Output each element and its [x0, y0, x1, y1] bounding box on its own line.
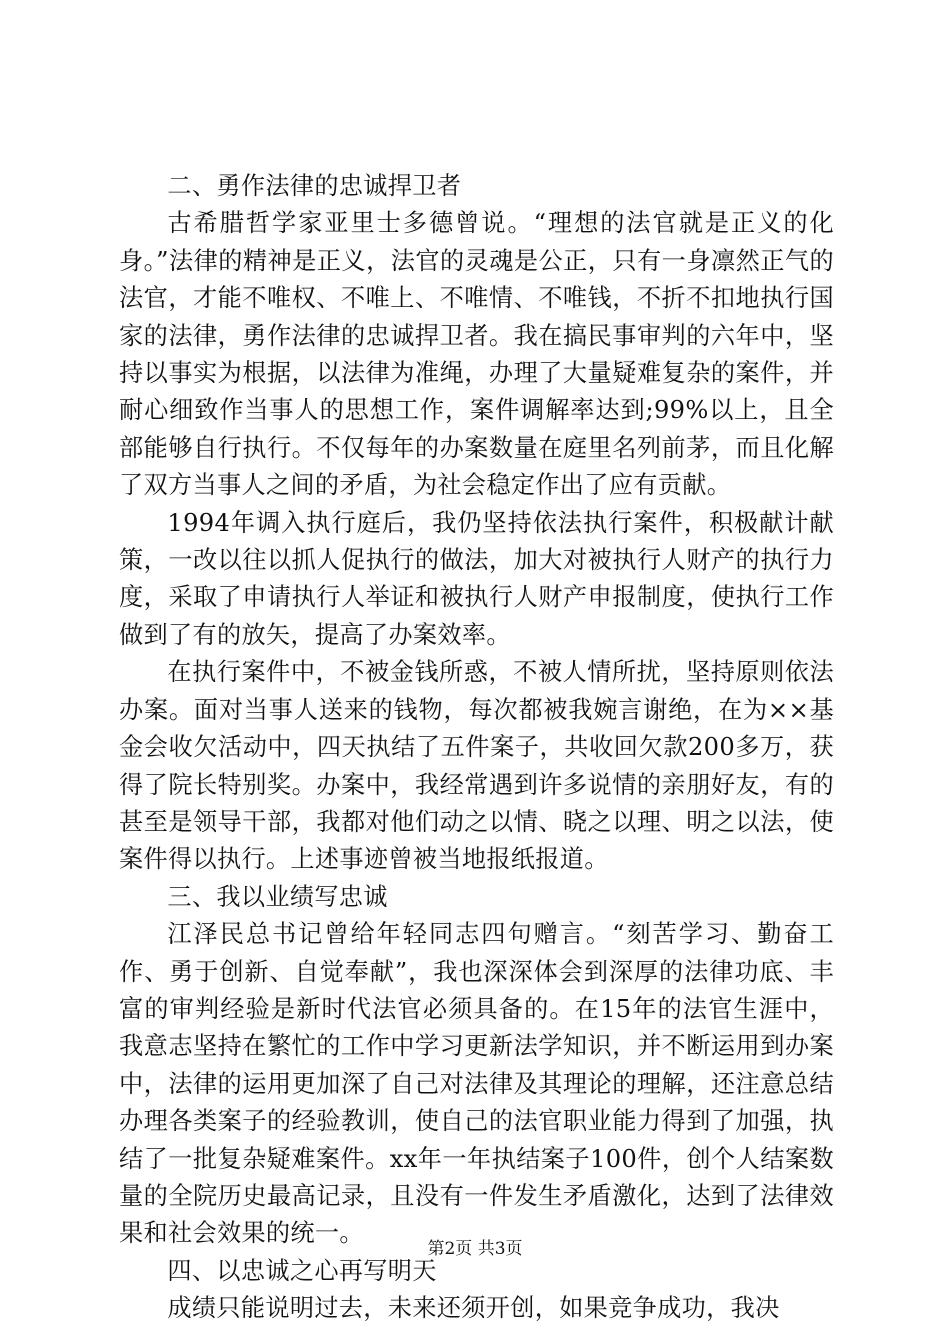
paragraph-achievements: 江泽民总书记曾给年轻同志四句赠言。“刻苦学习、勤奋工作、勇于创新、自觉奉献”，我也深深体会到深厚的法律功底、丰富的审判经验是新时代法官必须具备的。在15年的法官生涯中，我意志坚持在繁忙的工作中学习更新法学知识，并不断运用到办案中，法律的运用更加深了自己对法律及其理论的理解，还注意总结办理各类案子的经验教训，使自己的法官职业能力得到了加强，执结了一批复杂疑难案件。xx年一年执结案子100件，创个人结案数量的全院历史最高记录，且没有一件发生矛盾激化，达到了法律效果和社会效果的统一。 — [119, 920, 834, 1248]
paragraph-future: 成绩只能说明过去，未来还须开创，如果竞争成功，我决 — [167, 1294, 780, 1323]
paragraph-execution-court: 1994年调入执行庭后，我仍坚持依法执行案件，积极献计献策，一改以往以抓人促执行的做法，加大对被执行人财产的执行力度，采取了申请执行人举证和被执行人财产申报制度，使执行工作做到了有的放矢，提高了办案效率。 — [119, 508, 834, 649]
page-number-footer: 第2页 共3页 — [427, 1239, 523, 1259]
paragraph-integrity: 在执行案件中，不被金钱所惑，不被人情所扰，坚持原则依法办案。面对当事人送来的钱物，每次都被我婉言谢绝，在为××基金会收欠活动中，四天执结了五件案子，共收回欠款200多万，获得了院长特别奖。办案中，我经常遇到许多说情的亲朋好友，有的甚至是领导干部，我都对他们动之以情、晓之以理、明之以法，使案件得以执行。上述事迹曾被当地报纸报道。 — [119, 658, 834, 874]
document-body — [119, 168, 834, 1328]
paragraph-aristotle-quote: 古希腊哲学家亚里士多德曾说。“理想的法官就是正义的化身。”法律的精神是正义，法官的灵魂是公正，只有一身凛然正气的法官，才能不唯权、不唯上、不唯情、不唯钱，不折不扣地执行国家的法律，勇作法律的忠诚捍卫者。我在搞民事审判的六年中，坚持以事实为根据，以法律为准绳，办理了大量疑难复杂的案件，并耐心细致作当事人的思想工作，案件调解率达到;99%以上，且全部能够自行执行。不仅每年的办案数量在庭里名列前茅，而且化解了双方当事人之间的矛盾，为社会稳定作出了应有贡献。 — [119, 209, 834, 500]
section-heading-4: 四、以忠诚之心再写明天 — [167, 1256, 437, 1285]
section-heading-2: 二、勇作法律的忠诚捍卫者 — [167, 172, 462, 200]
section-heading-3: 三、我以业绩写忠诚 — [167, 882, 388, 911]
